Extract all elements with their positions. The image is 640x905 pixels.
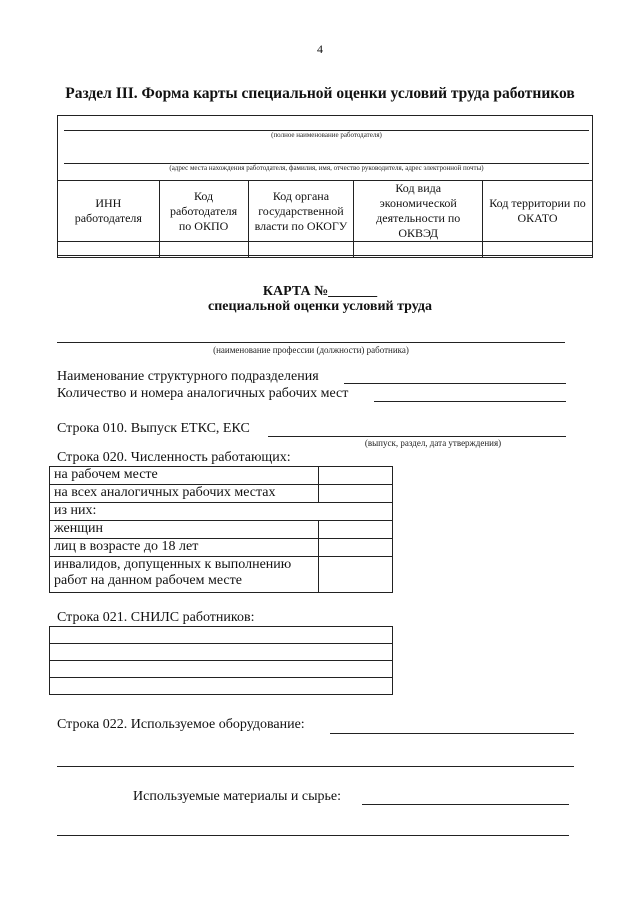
headcount-row-value[interactable] bbox=[319, 467, 393, 485]
employer-name-caption: (полное наименование работодателя) bbox=[271, 131, 382, 139]
headcount-row-label: на всех аналогичных рабочих местах bbox=[50, 485, 319, 503]
profession-caption: (наименование профессии (должности) работника) bbox=[213, 345, 409, 355]
profession-line[interactable] bbox=[57, 342, 565, 343]
headcount-row-label: инвалидов, допущенных к выполнению работ на данном рабочем месте bbox=[50, 557, 319, 593]
okpo-value[interactable] bbox=[159, 242, 248, 258]
subdivision-line[interactable] bbox=[344, 383, 566, 384]
card-subtitle: специальной оценки условий труда bbox=[208, 299, 432, 314]
materials-label: Используемые материалы и сырье: bbox=[133, 789, 342, 804]
headcount-row-value[interactable] bbox=[319, 539, 393, 557]
headcount-row-label: женщин bbox=[50, 521, 319, 539]
workplaces-line[interactable] bbox=[374, 401, 566, 402]
okato-value[interactable] bbox=[483, 242, 593, 258]
okved-header: Код вида экономической деятельности по ОКВЭД bbox=[354, 181, 483, 242]
row020-label: Строка 020. Численность работающих: bbox=[57, 450, 291, 465]
row010-line[interactable] bbox=[268, 436, 566, 437]
equipment-line[interactable] bbox=[330, 733, 574, 734]
okato-header: Код территории по ОКАТО bbox=[483, 181, 593, 242]
row021-label: Строка 021. СНИЛС работников: bbox=[57, 610, 255, 625]
row010-label: Строка 010. Выпуск ЕТКС, ЕКС bbox=[57, 421, 250, 436]
materials-line-2[interactable] bbox=[57, 835, 569, 836]
snils-row[interactable] bbox=[50, 644, 393, 661]
headcount-subheader: из них: bbox=[50, 503, 393, 521]
okogu-value[interactable] bbox=[248, 242, 354, 258]
inn-value[interactable] bbox=[58, 242, 160, 258]
snils-row[interactable] bbox=[50, 661, 393, 678]
section-title: Раздел III. Форма карты специальной оценки условий труда работников bbox=[65, 85, 575, 102]
page-number: 4 bbox=[317, 42, 323, 56]
snils-row[interactable] bbox=[50, 678, 393, 695]
materials-line[interactable] bbox=[362, 804, 569, 805]
headcount-row-label: лиц в возрасте до 18 лет bbox=[50, 539, 319, 557]
headcount-row-value[interactable] bbox=[319, 521, 393, 539]
headcount-table bbox=[49, 466, 393, 593]
row022-label: Строка 022. Используемое оборудование: bbox=[57, 717, 305, 732]
snils-table bbox=[49, 626, 393, 695]
employer-address-caption: (адрес места нахождения работодателя, фамилия, имя, отчество руководителя, адрес электронной почты) bbox=[169, 164, 484, 172]
subdivision-label: Наименование структурного подразделения bbox=[57, 369, 319, 384]
snils-row[interactable] bbox=[50, 627, 393, 644]
okogu-header: Код органа государственной власти по ОКОГУ bbox=[248, 181, 354, 242]
headcount-row-label: на рабочем месте bbox=[50, 467, 319, 485]
okved-value[interactable] bbox=[354, 242, 483, 258]
okpo-header: Код работодателя по ОКПО bbox=[159, 181, 248, 242]
row010-caption: (выпуск, раздел, дата утверждения) bbox=[364, 438, 502, 448]
headcount-row-value[interactable] bbox=[319, 485, 393, 503]
equipment-line-2[interactable] bbox=[57, 766, 574, 767]
workplaces-label: Количество и номера аналогичных рабочих мест bbox=[57, 386, 349, 401]
card-title: КАРТА №_______ bbox=[262, 284, 378, 299]
inn-header: ИНН работодателя bbox=[58, 181, 160, 242]
headcount-row-value[interactable] bbox=[319, 557, 393, 593]
employer-codes-table bbox=[57, 180, 593, 258]
